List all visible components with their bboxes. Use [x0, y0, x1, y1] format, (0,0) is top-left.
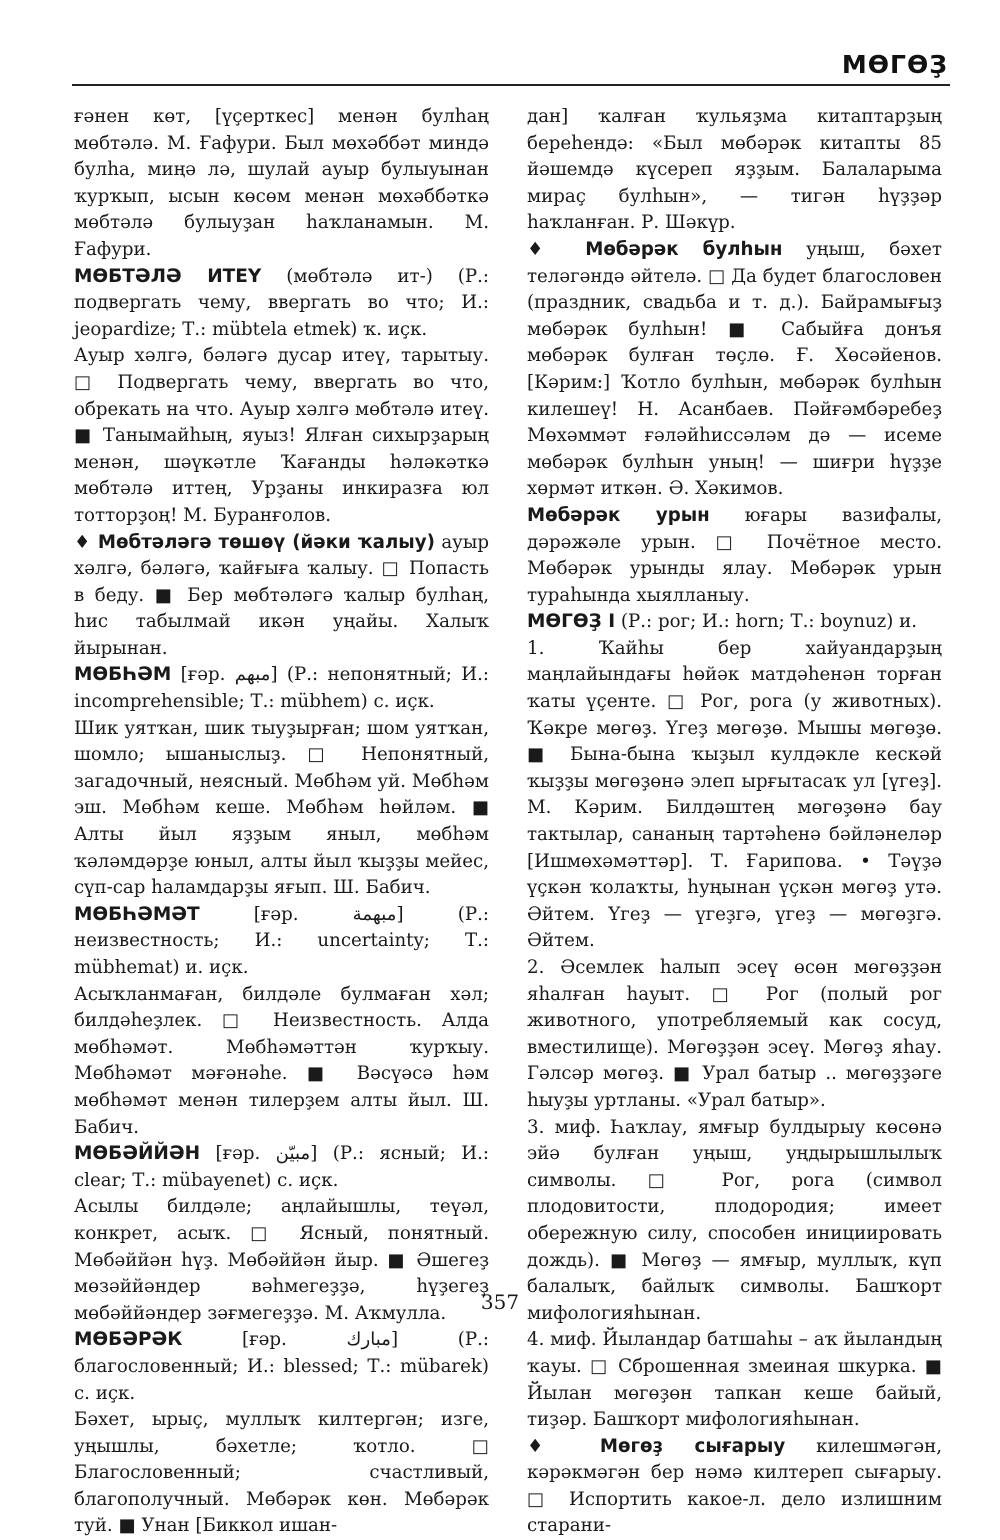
definition-text: дан] ҡалған ҡульяҙма китаптарҙың береһендә: «Был мөбәрәк китапты 85 йәшемдә күсереп яҙҙым. Балаларыма мираҫ булһын», — тигән һүҙҙәр һаҡланған. Р. Шәкүр. — [527, 106, 942, 234]
definition-text: 3. миф. Һаҡлау, ямғыр булдырыу көсөнә эйә булған уңыш, уңдырышлылыҡ символы. □ Рог, рога (символ плодовитости, плодородия; имеет обережную силу, способен инициировать дождь). ■ Мөгөҙ — ямғыр, муллыҡ, күп балалыҡ, байлыҡ символы. Башҡорт мифологияһынан. — [527, 1116, 942, 1324]
definition-text: [ғәр. مبهم] (Р.: непонятный; И.: incomprehensible; Т.: mübhem) с. иҫк. — [74, 664, 489, 713]
left-column-paragraph — [74, 1407, 489, 1540]
definition-text: 4. миф. Йыландар батшаһы – аҡ йыландың ҡауы. □ Сброшенная змеиная шкурка. ■ Йылан мөгөҙөн тапкан кеше байый, тиҙәр. Башҡорт мифологияһынан. — [527, 1329, 942, 1431]
left-column-paragraph — [74, 1141, 489, 1194]
page-number: 357 — [480, 1290, 520, 1314]
definition-text: ауыр хәлгә, бәләгә, ҡайғыға ҡалыу. □ Попасть в беду. ■ Бер мөбтәләгә ҡалыр булһаң, һис табылмай икән уңайы. Халыҡ йырынан. — [74, 531, 489, 659]
right-column-paragraph — [527, 636, 942, 955]
definition-text: Бәхет, ырыҫ, муллыҡ килтергән; изге, уңышлы, бәхетле; ҡотло. □ Благословенный; счастливый, благополучный. Мөбәрәк көн. Мөбәрәк туй. ■ Унан [Биккол ишан- — [74, 1409, 489, 1537]
headword: МӨБТӘЛӘ ИТЕҮ — [74, 265, 262, 287]
definition-text: уңыш, бәхет теләгәндә әйтелә. □ Да будет благословен (праздник, свадьба и т. д.). Байрамығыҙ мөбәрәк булһын! ■ Сабыйға донъя мөбәрәк булған төҫлө. Ғ. Хөсәйенов. [Кәрим:] Ҡотло булһын, мөбәрәк булһын килешеү! Н. Асанбаев. Пәйғәмбәребеҙ Мөхәммәт ғәләйһиссәләм дә — исеме мөбәрәк булһын уның! — шиғри һүҙҙе хөрмәт иткән. Ә. Хәкимов. — [527, 238, 942, 500]
header-rule — [72, 84, 950, 86]
idiom-headword: ♦ Мөбтәләгә төшөү (йәки ҡалыу) — [74, 531, 435, 553]
headword: МӨБҺӘМӘТ — [74, 903, 200, 925]
definition-text: юғары вазифалы, дәрәжәле урын. □ Почётное место. Мөбәрәк урынды ялау. Мөбәрәк урын тураһында хыялланыу. — [527, 504, 942, 606]
definition-text: Асыҡланмаған, билдәле булмаған хәл; билдәһеҙлек. □ Неизвестность. Алда мөбһәмәт. Мөбһәмәттән ҡурҡыу. Мөбһәмәт мәғәнәһе. ■ Вәсүәсә һәм мөбһәмәт менән тилерҙем алты йыл. Ш. Бабич. — [74, 983, 489, 1138]
running-head: МӨГӨҘ — [841, 50, 948, 79]
definition-text: (Р.: рог; И.: horn; Т.: boynuz) и. — [620, 611, 917, 633]
idiom-headword: ♦ Мөгөҙ сығарыу — [527, 1435, 786, 1457]
left-column-paragraph — [74, 530, 489, 663]
definition-text: 1. Ҡайһы бер хайуандарҙың маңлайындағы һөйәк матдәһенән торған ҡаты үҫенте. □ Рог, рога (у животных). Ҡәкре мөгөҙ. Үгеҙ мөгөҙө. Мышы мөгөҙө. ■ Бына-бына ҡыҙыл кулдәкле кескәй ҡыҙҙы мөгөҙөнә элеп ырғытасаҡ ул [үгеҙ]. М. Кәрим. Билдәштең мөгөҙөнә бау тактылар, сананың тартәһенә бәйләнеләр [Ишмөхәмәттәр]. Т. Ғарипова. • Тәүҙә үҫкән ҡолаҡты, һуңынан үҫкән мөгөҙ утә. Әйтем. Үгеҙ — үгеҙгә, үгеҙ — мөгөҙгә. Әйтем. — [527, 637, 942, 952]
definition-text: килешмәгән, кәрәкмәгән бер нәмә килтереп сығарыу. □ Испортить какое-л. дело излишним старани- — [527, 1435, 942, 1537]
left-column-paragraph — [74, 982, 489, 1142]
headword: МӨБӘРӘК — [74, 1329, 183, 1351]
left-column-paragraph — [74, 104, 489, 264]
left-column-paragraph — [74, 902, 489, 982]
definition-text: 2. Әсемлек һалып эсеү өсөн мөгөҙҙән яһалған һауыт. □ Рог (полый рог животного, употребляемый как сосуд, вместилище). Мөгөҙҙән эсеү. Мөгөҙ яһау. Гәлсәр мөгөҙ. ■ Урал батыр .. мөгөҙҙәге һыуҙы уртланы. «Урал батыр». — [527, 957, 942, 1111]
right-column-paragraph — [527, 1434, 942, 1540]
definition-text: Асылы билдәле; аңлайышлы, теүәл, конкрет, асыҡ. □ Ясный, понятный. Мөбәййән һүҙ. Мөбәййән йыр. ■ Әшегеҙ мөзәййәндер вәһмегеҙҙә, һүҙегеҙ мөбәййәндер зәғмегеҙҙә. М. Аҡмулла. — [74, 1196, 489, 1324]
headword: МӨГӨҘ I — [527, 611, 616, 633]
right-column-paragraph — [527, 1327, 942, 1433]
right-column-paragraph — [527, 104, 942, 237]
definition-text: Шик уятҡан, шик тыуҙырған; шом уятҡан, шомло; ышаныслыҙ. □ Непонятный, загадочный, неясный. Мөбһәм уй. Мөбһәм эш. Мөбһәм кеше. Мөбһәм һөйләм. ■ Алты йыл яҙҙым яныл, мөбһәм ҡәләмдәрҙе юныл, алты йыл ҡыҙҙы мейес, сүп-сар һаламдарҙы яғып. Ш. Бабич. — [74, 717, 489, 899]
right-column-paragraph — [527, 955, 942, 1115]
left-column-paragraph — [74, 662, 489, 715]
definition-text: [ғәр. مبيّن] (Р.: ясный; И.: clear; Т.: mübayenet) с. иҫк. — [74, 1143, 489, 1191]
idiom-headword: Мөбәрәк урын — [527, 504, 710, 526]
left-column-paragraph — [74, 716, 489, 902]
left-column-paragraph — [74, 1327, 489, 1407]
left-column-paragraph — [74, 264, 489, 344]
headword: МӨБҺӘМ — [74, 664, 172, 686]
right-column-paragraph — [527, 237, 942, 503]
definition-text: [ғәр. مبارك] (Р.: благословенный; И.: blessed; Т.: mübarek) с. иҫк. — [74, 1329, 489, 1404]
left-column-paragraph — [74, 343, 489, 529]
definition-text: Ауыр хәлгә, бәләгә дусар итеү, тарытыу. □ Подвергать чему, ввергать во что, обрекать на что. Ауыр хәлгә мөбтәлә итеү. ■ Танымайһың, яуыз! Ялған сихырҙарың менән, шәүкәтле Ҡағанды һәләкәткә мөбтәлә иттең, Урҙаны инкиразға юл тотторҙоң! М. Буранғолов. — [74, 345, 489, 526]
left-column — [74, 104, 489, 1540]
headword: МӨБӘЙЙӘН — [74, 1143, 201, 1165]
definition-text: (мөбтәлә ит-) (Р.: подвергать чему, ввергать во что; И.: jeopardize; Т.: mübtela etmek) ҡ. иҫк. — [74, 265, 489, 340]
right-column-paragraph — [527, 503, 942, 609]
idiom-headword: ♦ Мөбәрәк булһын — [527, 238, 783, 260]
definition-text: ғәнен көт, [үҫерткес] менән булһаң мөбтәлә. М. Ғафури. Был мөхәббәт миндә булһа, миңә лә, шулай ауыр булыуынан ҡурҡып, ысын көсөм менән мөхәббәткә мөбтәлә булыуҙан һаҡланамын. М. Ғафури. — [74, 106, 489, 260]
right-column — [527, 104, 942, 1540]
definition-text: [ғәр. مبهمة] (Р.: неизвестность; И.: uncertainty; Т.: mübhemat) и. иҫк. — [74, 903, 489, 978]
right-column-paragraph — [527, 609, 942, 636]
